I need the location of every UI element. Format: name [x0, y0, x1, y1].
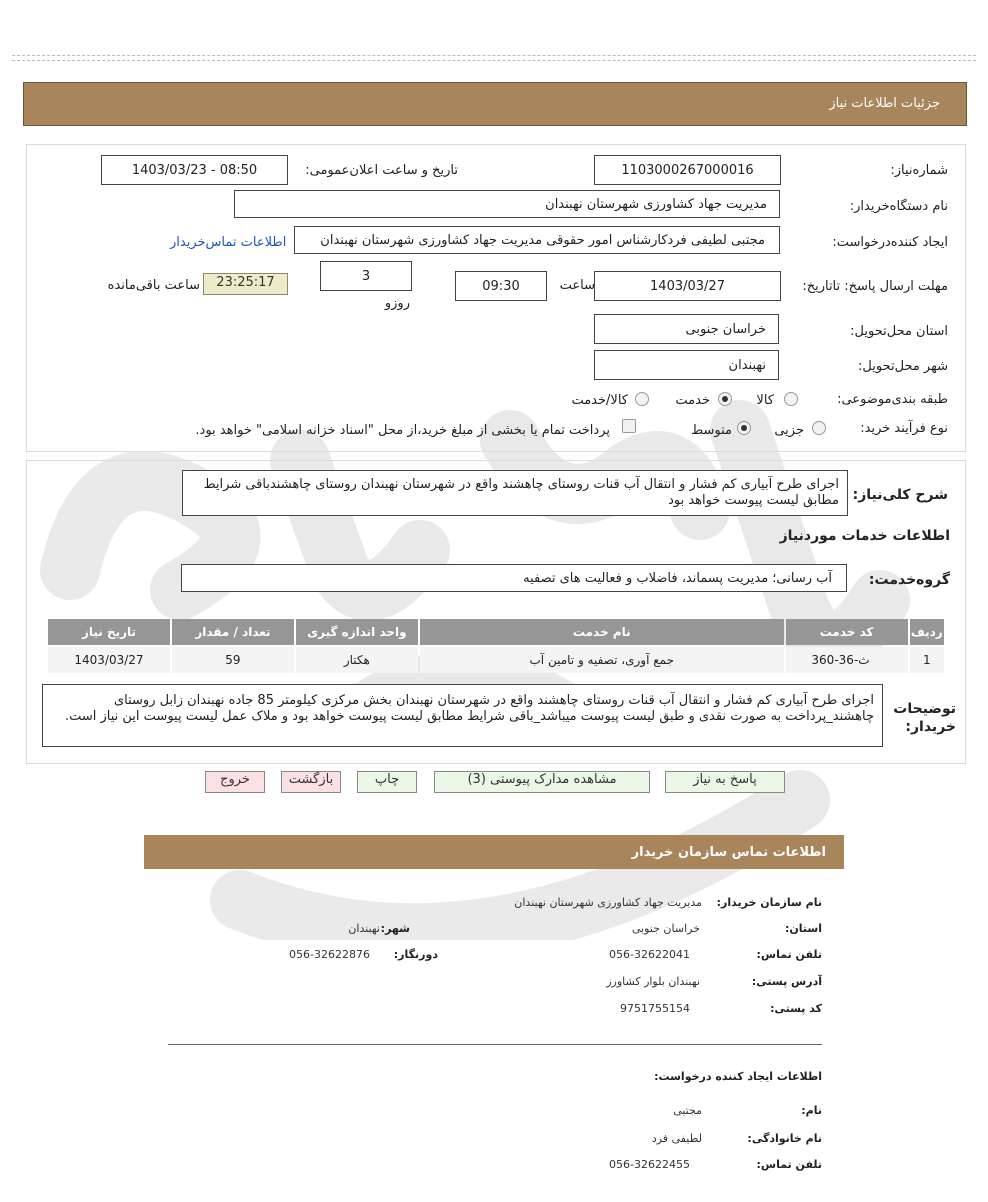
contact-province-value: خراسان جنوبی: [631, 922, 700, 935]
table-header-date: تاریخ نیاز: [48, 619, 170, 645]
service-group-field: آب رسانی؛ مدیریت پسماند، فاضلاب و فعالیت های تصفیه: [181, 564, 847, 592]
contact-phone-value: 056-32622041: [609, 948, 690, 961]
remaining-label: ساعت باقی‌مانده: [107, 278, 200, 293]
contact-city-label: شهر:: [380, 922, 410, 935]
category-radio-service[interactable]: [718, 392, 732, 406]
contact-header: [144, 835, 844, 869]
services-table: [46, 617, 946, 675]
creator-phone-label: تلفن تماس:: [756, 1158, 822, 1171]
print-button[interactable]: چاپ: [357, 771, 417, 793]
contact-address-value: نهبندان بلوار کشاورز: [606, 975, 700, 988]
contact-postal-value: 9751755154: [620, 1002, 690, 1015]
reply-button[interactable]: پاسخ به نیاز: [665, 771, 785, 793]
contact-title: اطلاعات تماس سازمان خریدار: [631, 845, 826, 860]
process-option-minor: جزیی: [774, 423, 804, 438]
table-header-unit: واحد اندازه گیری: [296, 619, 418, 645]
cell-row-num: 1: [910, 647, 944, 673]
buyer-contact-link[interactable]: اطلاعات تماس‌خریدار: [170, 235, 287, 250]
province-label: استان محل‌تحویل:: [850, 324, 948, 339]
exit-button[interactable]: خروج: [205, 771, 265, 793]
city-label: شهر محل‌تحویل:: [858, 359, 948, 374]
contact-org-label: نام سازمان خریدار:: [716, 896, 822, 909]
contact-phone-label: تلفن تماس:: [756, 948, 822, 961]
cell-name: جمع آوری، تصفیه و تامین آب: [420, 647, 784, 673]
category-radio-goods[interactable]: [784, 392, 798, 406]
process-radio-minor[interactable]: [812, 421, 826, 435]
deadline-date-field: 1403/03/27: [594, 271, 781, 301]
table-row: [48, 647, 944, 673]
contact-fax-label: دورنگار:: [393, 948, 438, 961]
cell-code: ث-36-360: [786, 647, 908, 673]
back-button[interactable]: بازگشت: [281, 771, 341, 793]
contact-province-label: استان:: [785, 922, 822, 935]
category-option-goods: کالا: [756, 393, 774, 408]
category-option-service: خدمت: [675, 393, 710, 408]
process-option-medium: متوسط: [691, 423, 732, 438]
creator-phone-value: 056-32622455: [609, 1158, 690, 1171]
days-label: روزو: [384, 296, 410, 311]
table-header-name: نام خدمت: [420, 619, 784, 645]
need-number-field: 1103000267000016: [594, 155, 781, 185]
process-radio-medium[interactable]: [737, 421, 751, 435]
cell-qty: 59: [172, 647, 294, 673]
creator-field: مجتبی لطیفی فردکارشناس امور حقوقی مدیریت جهاد کشاورزی شهرستان نهبندان: [294, 226, 780, 254]
summary-label: شرح کلی‌نیاز:: [852, 487, 948, 503]
cell-unit: هکتار: [296, 647, 418, 673]
announce-label: تاریخ و ساعت اعلان‌عمومی:: [305, 163, 458, 178]
contact-divider: [168, 1044, 822, 1045]
buyer-notes-label: توضیحات خریدار:: [893, 701, 956, 735]
summary-text: اجرای طرح آبیاری کم فشار و انتقال آب قنات روستای چاهشند واقع در شهرستان نهبندان روستای چاهشندباقی شرایط مطابق لیست پیوست خواهد بود: [182, 470, 848, 516]
buyer-org-field: مدیریت جهاد کشاورزی شهرستان نهبندان: [234, 190, 780, 218]
category-radio-both[interactable]: [635, 392, 649, 406]
days-field: 3: [320, 261, 412, 291]
page-title: جزئیات اطلاعات نیاز: [829, 96, 940, 111]
province-field: خراسان جنوبی: [594, 314, 779, 344]
creator-name-label: نام:: [801, 1104, 822, 1117]
contact-city-value: نهبندان: [348, 922, 380, 935]
attachments-button[interactable]: مشاهده مدارک پیوستی (3): [434, 771, 650, 793]
buyer-notes-text: اجرای طرح آبیاری کم فشار و انتقال آب قنات روستای چاهشند واقع در شهرستان نهبندان بخش مرکزی کیلومتر 85 جاده نهبندان زابل روستای چاهشند_پرداخت به صورت نقدی و طبق لیست پیوست میباشد_باقی شرایط مطابق لیست پیوست خواهد بود و ملاک عمل لیست پیوست این نیاز است.: [42, 684, 883, 747]
treasury-checkbox[interactable]: [622, 419, 636, 433]
contact-postal-label: کد پستی:: [770, 1002, 822, 1015]
services-heading: اطلاعات خدمات مورد‌نیاز: [779, 528, 950, 544]
cell-date: 1403/03/27: [48, 647, 170, 673]
service-group-label: گروه‌خدمت:: [868, 572, 950, 588]
creator-family-value: لطیفی فرد: [651, 1132, 702, 1145]
deadline-label: مهلت ارسال پاسخ: تاتاریخ:: [802, 279, 948, 294]
treasury-note: پرداخت تمام یا بخشی از مبلغ خرید،از محل "اسناد خزانه اسلامی" خواهد بود.: [195, 423, 610, 438]
deadline-time-field: 09:30: [455, 271, 547, 301]
time-label: ساعت: [559, 278, 595, 293]
table-header-qty: تعداد / مقدار: [172, 619, 294, 645]
creator-info-title: اطلاعات ایجاد کننده درخواست:: [654, 1070, 822, 1083]
table-header-code: کد خدمت: [786, 619, 908, 645]
page-header: [23, 82, 967, 126]
process-label: نوع فرآیند خرید:: [860, 421, 948, 436]
table-header-row: [48, 619, 944, 645]
creator-family-label: نام خانوادگی:: [747, 1132, 822, 1145]
announce-field: 1403/03/23 - 08:50: [101, 155, 288, 185]
contact-address-label: آدرس پستی:: [751, 975, 822, 988]
buyer-org-label: نام دستگاه‌خریدار:: [849, 199, 948, 214]
table-header-row-num: ردیف: [910, 619, 944, 645]
category-option-both: کالا/خدمت: [571, 393, 628, 408]
creator-label: ایجاد کننده‌درخواست:: [832, 235, 948, 250]
remaining-timer: 23:25:17: [203, 273, 288, 295]
city-field: نهبندان: [594, 350, 779, 380]
top-divider: [12, 55, 976, 61]
contact-fax-value: 056-32622876: [289, 948, 370, 961]
creator-name-value: مجتبی: [673, 1104, 702, 1117]
need-number-label: شماره‌نیاز:: [890, 163, 948, 178]
category-label: طبقه بندی‌موضوعی:: [837, 392, 948, 407]
contact-org-value: مدیریت جهاد کشاورزی شهرستان نهبندان: [514, 896, 702, 909]
